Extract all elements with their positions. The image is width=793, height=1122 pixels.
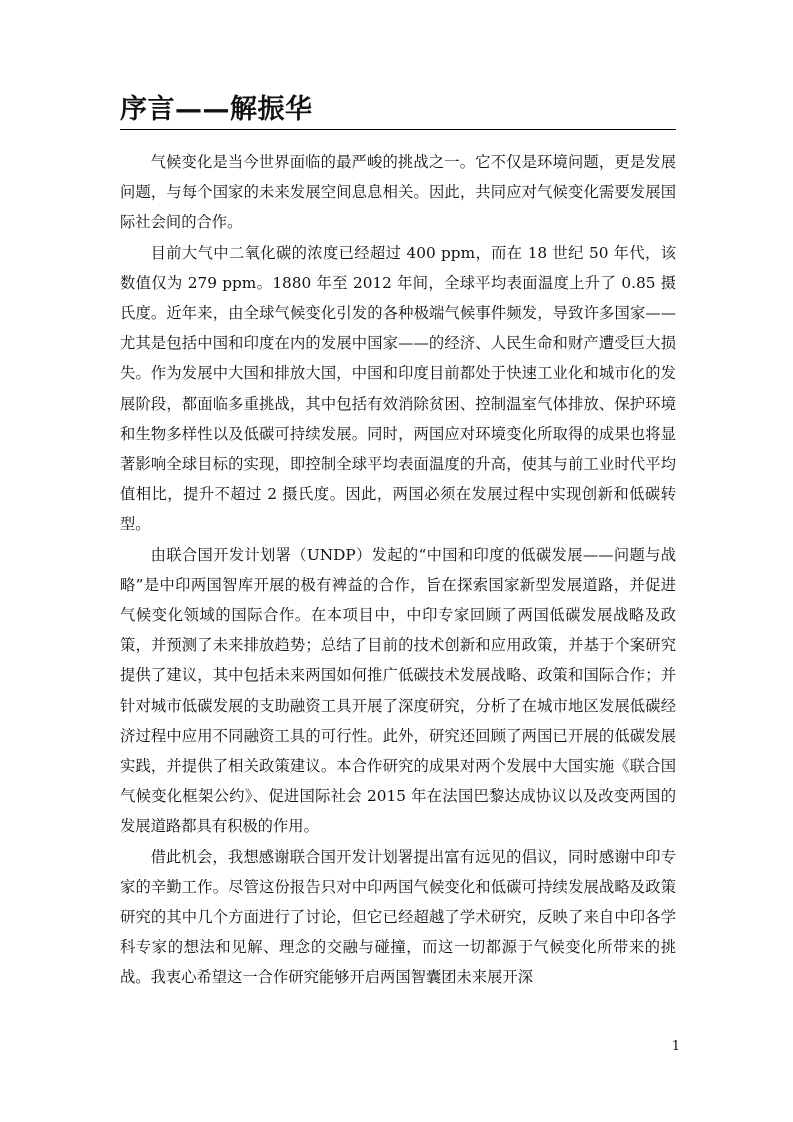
page-title: 序言——解振华 [120,94,313,125]
paragraph-4: 借此机会，我想感谢联合国开发计划署提出富有远见的倡议，同时感谢中印专家的辛勤工作。尽管这份报告只对中印两国气候变化和低碳可持续发展战略及政策研究的其中几个方面进行了讨论，但它已经超越了学术研究，反映了来自中印各学科专家的想法和见解、理念的交融与碰撞，而这一切都源于气候变化所带来的挑战。我衷心希望这一合作研究能够开启两国智囊团未来展开深 [120,847,676,987]
paragraph-3: 由联合国开发计划署（UNDP）发起的“中国和印度的低碳发展——问题与战略”是中印两国智库开展的极有裨益的合作，旨在探索国家新型发展道路，并促进气候变化领域的国际合作。在本项目中，中印专家回顾了两国低碳发展战略及政策，并预测了未来排放趋势；总结了目前的技术创新和应用政策，并基于个案研究提供了建议，其中包括未来两国如何推广低碳技术发展战略、政策和国际合作；并针对城市低碳发展的支助融资工具开展了深度研究，分析了在城市地区发展低碳经济过程中应用不同融资工具的可行性。此外，研究还回顾了两国已开展的低碳发展实践，并提供了相关政策建议。本合作研究的成果对两个发展中大国实施《联合国气候变化框架公约》、促进国际社会 2015 年在法国巴黎达成协议以及改变两国的发展道路都具有积极的作用。 [120,545,676,836]
document-body [120,147,676,993]
title-underline-divider [120,129,676,130]
paragraph-1: 气候变化是当今世界面临的最严峻的挑战之一。它不仅是环境问题，更是发展问题，与每个国家的未来发展空间息息相关。因此，共同应对气候变化需要发展国际社会间的合作。 [120,153,676,232]
paragraph-2: 目前大气中二氧化碳的浓度已经超过 400 ppm，而在 18 世纪 50 年代，该数值仅为 279 ppm。1880 年至 2012 年间，全球平均表面温度上升了 0.85 摄氏度。近年来，由全球气候变化引发的各种极端气候事件频发，导致许多国家——尤其是包括中国和印度在内的发展中国家——的经济、人民生命和财产遭受巨大损失。作为发展中大国和排放大国，中国和印度目前都处于快速工业化和城市化的发展阶段，都面临多重挑战，其中包括有效消除贫困、控制温室气体排放、保护环境和生物多样性以及低碳可持续发展。同时，两国应对环境变化所取得的成果也将显著影响全球目标的实现，即控制全球平均表面温度的升高，使其与前工业时代平均值相比，提升不超过 2 摄氏度。因此，两国必须在发展过程中实现创新和低碳转型。 [120,243,676,534]
page-number: 1 [671,1039,680,1054]
